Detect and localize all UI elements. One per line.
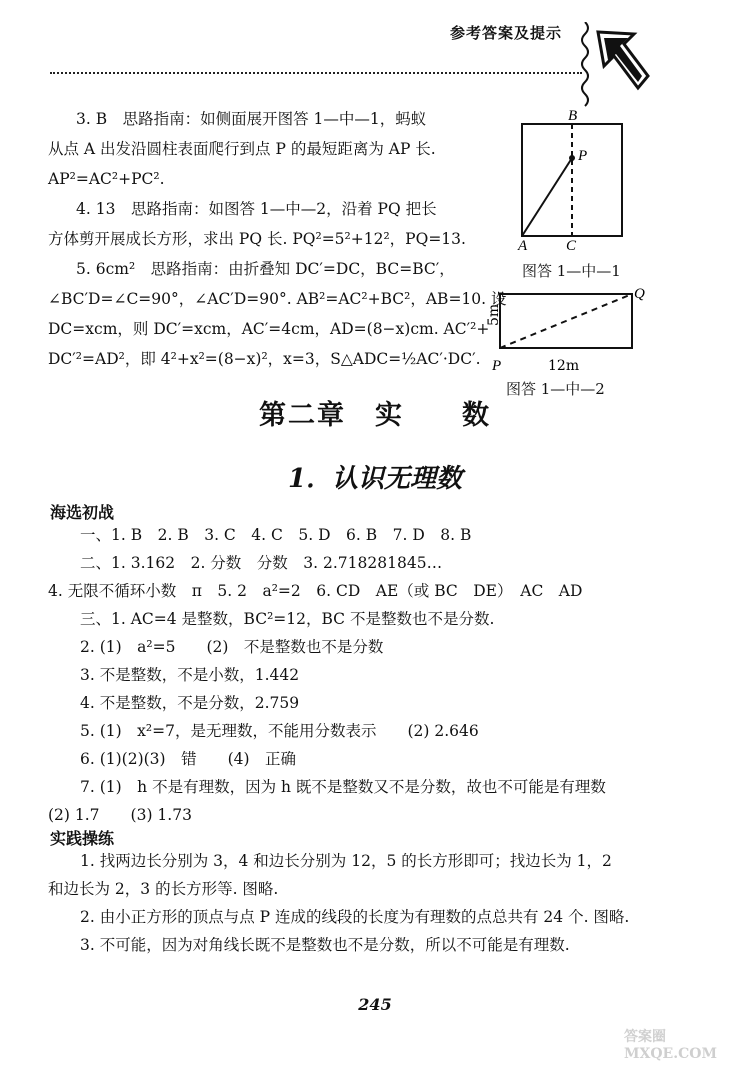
answer-line: 6. (1)(2)(3) 错 (4) 正确 xyxy=(80,750,297,768)
segment-AP xyxy=(522,158,572,236)
answer-line: 和边长为 2，3 的长方形等. 图略. xyxy=(48,880,279,898)
answer-line: 7. (1) h 不是有理数，因为 h 既不是整数又不是分数，故也不可能是有理数 xyxy=(80,778,606,796)
answer-line: 三、1. AC=4 是整数，BC²=12，BC 不是整数也不是分数. xyxy=(80,610,495,628)
answer-line: 4. 无限不循环小数 π 5. 2 a²=2 6. CD AE（或 BC DE） AC AD xyxy=(48,582,583,600)
label-A: A xyxy=(518,238,528,250)
problem-line: 从点 A 出发沿圆柱表面爬行到点 P 的最短距离为 AP 长. xyxy=(48,140,436,158)
arrow-icon xyxy=(594,28,650,98)
problem-line: 5. 6cm² 思路指南：由折叠知 DC′=DC，BC=BC′， xyxy=(76,260,455,278)
label-C: C xyxy=(566,238,577,250)
label-P: P xyxy=(492,358,502,374)
answer-line: 5. (1) x²=7，是无理数，不能用分数表示 (2) 2.646 xyxy=(80,722,479,740)
section1-label: 海选初战 xyxy=(50,503,115,522)
answer-line: (2) 1.7 (3) 1.73 xyxy=(48,806,192,824)
problem-line: AP²=AC²+PC². xyxy=(48,170,165,188)
label-Q: Q xyxy=(634,286,645,302)
section1-content xyxy=(48,524,728,824)
bottom-label: 12m xyxy=(548,358,580,374)
watermark: 答案圈 MXQE.COM xyxy=(624,1029,717,1062)
chapter-title: 第二章 实 数 xyxy=(259,400,491,431)
problems-top xyxy=(48,108,507,368)
answer-line: 二、1. 3.162 2. 分数 分数 3. 2.718281845… xyxy=(80,554,443,572)
label-P: P xyxy=(578,148,588,164)
problem-line: DC=xcm，则 DC′=xcm，AC′=4cm，AD=(8−x)cm. AC′²+ xyxy=(48,320,490,338)
page-number: 245 xyxy=(358,995,392,1014)
section-title: 1．认识无理数 xyxy=(287,464,463,494)
section2-label: 实践操练 xyxy=(50,829,115,848)
problem-line: 3. B 思路指南：如侧面展开图答 1—中—1，蚂蚁 xyxy=(76,110,427,128)
answer-line: 2. 由小正方形的顶点与点 P 连成的线段的长度为有理数的点总共有 24 个. 图略. xyxy=(80,908,630,926)
problem-line: 4. 13 思路指南：如图答 1—中—2，沿着 PQ 把长 xyxy=(76,200,437,218)
problem-line: DC′²=AD²，即 4²+x²=(8−x)²，x=3，S△ADC=½AC′·DC′. xyxy=(48,350,481,368)
dashed-line-PQ xyxy=(500,294,632,348)
figure2-caption: 图答 1—中—2 xyxy=(506,380,605,398)
problem-line: ∠BC′D=∠C=90°，∠AC′D=90°. AB²=AC²+BC²，AB=10. 设 xyxy=(48,290,507,308)
answer-line: 1. 找两边长分别为 3，4 和边长分别为 12，5 的长方形即可；找边长为 1，2 xyxy=(80,852,612,870)
side-label: 5m xyxy=(486,303,502,326)
figure1-caption: 图答 1—中—1 xyxy=(522,262,621,280)
answer-line: 3. 不是整数，不是小数，1.442 xyxy=(80,666,300,684)
answer-line: 一、1. B 2. B 3. C 4. C 5. D 6. B 7. D 8. B xyxy=(80,526,472,544)
label-B: B xyxy=(568,108,578,124)
figure-cuboid-net xyxy=(470,282,660,380)
section2-content xyxy=(48,850,728,970)
answer-line: 4. 不是整数，不是分数，2.759 xyxy=(80,694,300,712)
answer-line: 2. (1) a²=5 (2) 不是整数也不是分数 xyxy=(80,638,384,656)
problem-line: 方体剪开展成长方形，求出 PQ 长. PQ²=5²+12²，PQ=13. xyxy=(48,230,466,248)
figure-cylinder-net xyxy=(506,108,636,250)
point-P xyxy=(569,155,575,161)
answer-line: 3. 不可能，因为对角线长既不是整数也不是分数，所以不可能是有理数. xyxy=(80,936,570,954)
wavy-divider xyxy=(578,22,592,110)
header-dotted-rule xyxy=(50,72,582,74)
header-title: 参考答案及提示 xyxy=(450,24,563,42)
